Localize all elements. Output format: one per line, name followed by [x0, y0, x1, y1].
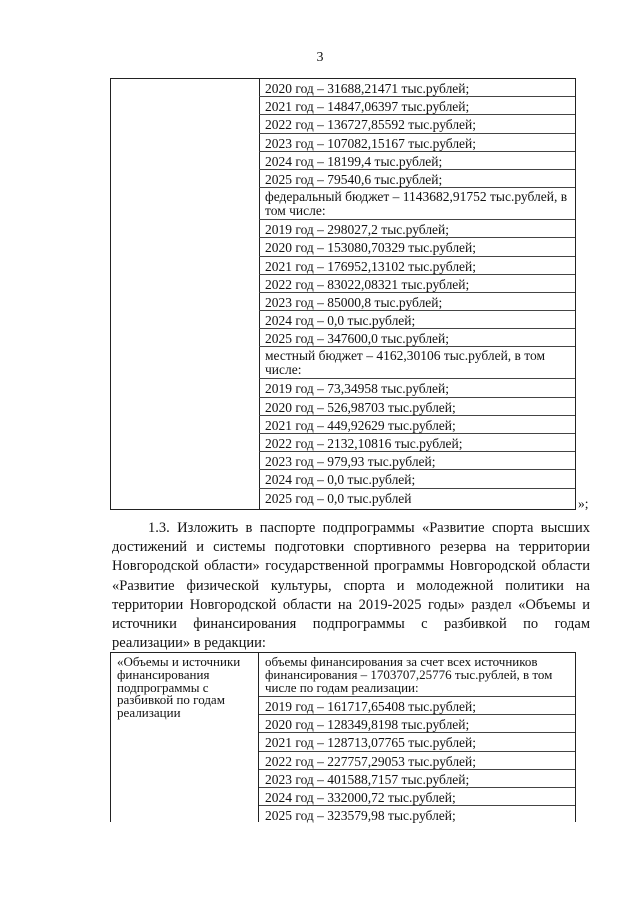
table-right-column	[259, 79, 575, 507]
table-row: 2020 год – 31688,21471 тыс.рублей;	[259, 79, 575, 97]
table-left-label: «Объемы и источники финансирования подпрограммы с разбивкой по годам реализации	[111, 653, 259, 822]
amendment-paragraph	[112, 519, 590, 653]
table-row: 2024 год – 0,0 тыс.рублей;	[259, 470, 575, 488]
table-row-total: объемы финансирования за счет всех источников финансирования – 1703707,25776 тыс.рублей, в том числе по годам реализации:	[259, 653, 575, 697]
table-row: 2023 год – 979,93 тыс.рублей;	[259, 452, 575, 470]
table-row: 2022 год – 136727,85592 тыс.рублей;	[259, 115, 575, 133]
table-row: 2023 год – 85000,8 тыс.рублей;	[259, 293, 575, 311]
table-row: 2025 год – 0,0 тыс.рублей	[265, 490, 412, 506]
table-row: 2019 год – 73,34958 тыс.рублей;	[259, 379, 575, 397]
table-row: 2025 год – 323579,98 тыс.рублей;	[265, 808, 456, 824]
table-row: 2025 год – 79540,6 тыс.рублей;	[259, 170, 575, 188]
table-row: 2019 год – 298027,2 тыс.рублей;	[259, 220, 575, 238]
closing-quote: »;	[578, 496, 589, 511]
table-row: 2025 год – 347600,0 тыс.рублей;	[259, 329, 575, 347]
table-row: 2024 год – 0,0 тыс.рублей;	[259, 311, 575, 329]
table-row: 2023 год – 107082,15167 тыс.рублей;	[259, 134, 575, 152]
table-row: 2022 год – 2132,10816 тыс.рублей;	[259, 434, 575, 452]
table-left-column	[111, 79, 260, 509]
table-row: 2020 год – 128349,8198 тыс.рублей;	[259, 715, 575, 733]
financing-table-new	[110, 652, 576, 822]
financing-table-continued	[110, 78, 576, 510]
table-row: 2021 год – 14847,06397 тыс.рублей;	[259, 97, 575, 115]
table-row: 2022 год – 83022,08321 тыс.рублей;	[259, 275, 575, 293]
table-row: 2019 год – 161717,65408 тыс.рублей;	[259, 697, 575, 715]
table-row: 2023 год – 401588,7157 тыс.рублей;	[259, 770, 575, 788]
table-row: 2022 год – 227757,29053 тыс.рублей;	[259, 752, 575, 770]
table-row-federal-budget: федеральный бюджет – 1143682,91752 тыс.рублей, в том числе:	[259, 188, 575, 220]
table-row: 2020 год – 153080,70329 тыс.рублей;	[259, 238, 575, 256]
table-row: 2020 год – 526,98703 тыс.рублей;	[259, 398, 575, 416]
table-row-local-budget: местный бюджет – 4162,30106 тыс.рублей, в том числе:	[259, 347, 575, 379]
table-row: 2024 год – 332000,72 тыс.рублей;	[259, 788, 575, 806]
table-row: 2021 год – 128713,07765 тыс.рублей;	[259, 733, 575, 751]
page-number: 3	[316, 50, 324, 65]
table-row: 2024 год – 18199,4 тыс.рублей;	[259, 152, 575, 170]
table-row: 2021 год – 449,92629 тыс.рублей;	[259, 416, 575, 434]
table-row: 2021 год – 176952,13102 тыс.рублей;	[259, 257, 575, 275]
paragraph-text: 1.3. Изложить в паспорте подпрограммы «Развитие спорта высших достижений и системы подготовки спортивного резерва на территории Новгородской области» государственной программы Новгородской области «Развитие физической культуры, спорта и молодежной политики на территории Новгородской области на 2019-2025 годы» раздел «Объемы и источники финансирования подпрограммы с разбивкой по годам реализации» в редакции:	[112, 520, 590, 652]
table-right-column	[259, 653, 575, 824]
